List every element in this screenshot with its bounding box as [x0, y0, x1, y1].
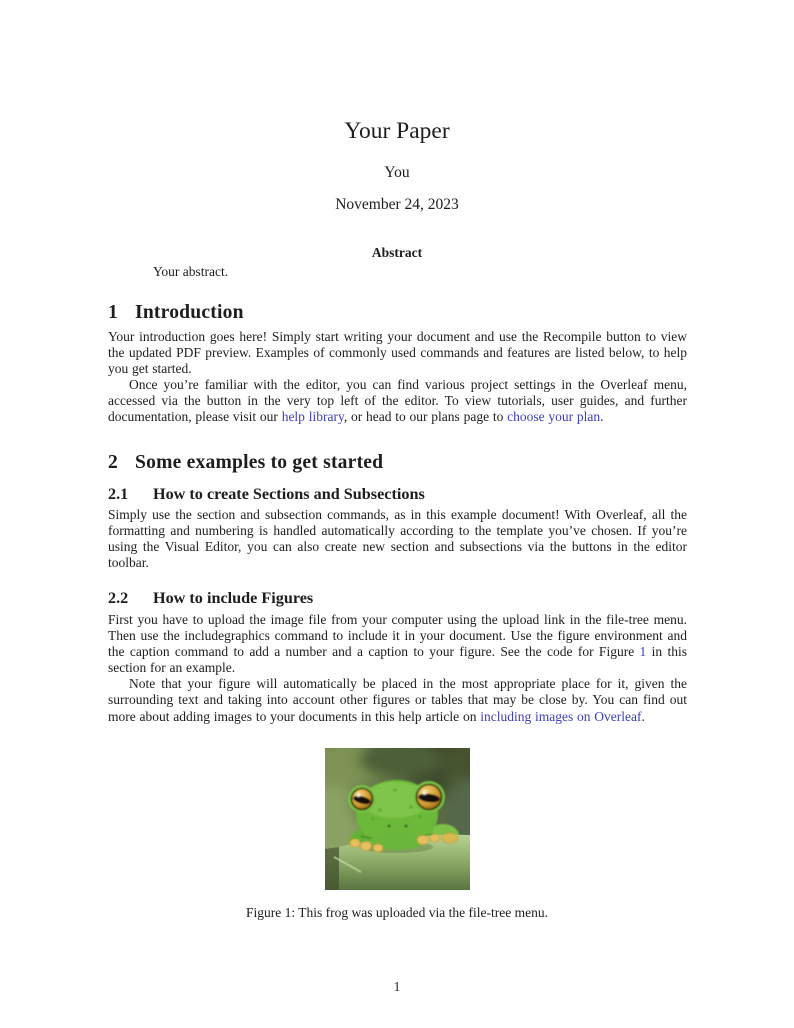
paragraph-text: First you have to upload the image file from your computer using the upload link in the file-tree menu. Then use the includegraphics command to include it in your document. Use the figure environment and the caption command to add a number and a caption to your figure. See the code for Figure — [108, 612, 687, 660]
photo-content — [325, 748, 470, 890]
section-1-heading — [108, 302, 687, 324]
subsection-2-2-body — [108, 612, 687, 725]
subsection-2-2-heading — [108, 589, 687, 608]
figure-1-caption: Figure 1: This frog was uploaded via the file-tree menu. — [246, 905, 548, 920]
choose-your-plan-link[interactable]: choose your plan — [507, 409, 601, 425]
figures-paragraph-2 — [108, 676, 687, 724]
subsection-2-1-title: How to create Sections and Subsections — [153, 485, 425, 503]
section-1-body — [108, 329, 687, 426]
section-2-number: 2 — [108, 452, 118, 473]
help-library-link[interactable]: help library — [281, 409, 344, 425]
paragraph-text: Note that your figure will automatically be placed in the most appropriate place for it, given the surrounding text and taking into account other figures or tables that may be close by. You can find out more about adding images to your documents in this help article on — [108, 676, 687, 724]
figures-paragraph-1 — [108, 612, 687, 676]
including-images-link[interactable]: including images on Overleaf — [480, 708, 642, 724]
subsection-2-1-heading — [108, 485, 687, 504]
sections-paragraph: Simply use the section and subsection commands, as in this example document! With Overleaf, all the formatting and numbering is handled automatically according to the template you’ve chosen. If you’re using the Visual Editor, you can also create new section and subsections via the buttons in the editor toolbar. — [108, 507, 687, 571]
subsection-2-1-body — [108, 507, 687, 571]
figure-1-reference-link[interactable]: 1 — [639, 644, 647, 660]
figure-1 — [0, 748, 794, 895]
abstract-heading: Abstract — [371, 245, 423, 260]
abstract-text: Your abstract. — [153, 264, 229, 279]
intro-paragraph-1: Your introduction goes here! Simply start writing your document and use the Recompile button to view the updated PDF preview. Examples of commonly used commands and features are listed below, to help you get started. — [108, 329, 687, 377]
paragraph-text: . — [641, 708, 645, 724]
paper-author: You — [384, 164, 410, 181]
section-2-title: Some examples to get started — [135, 452, 384, 473]
subsection-2-1-number: 2.1 — [108, 485, 129, 503]
frog-on-branch-photo — [325, 748, 470, 890]
paper-title: Your Paper — [344, 118, 450, 144]
page-number: 1 — [393, 979, 401, 994]
paper-date: November 24, 2023 — [335, 196, 459, 213]
paragraph-text: Once you’re familiar with the editor, you can find various project settings in the Overleaf menu, accessed via the button in the very top left of the editor. To view tutorials, user guides, and further documentation, please visit our — [108, 377, 687, 425]
paragraph-text: in this section for an example. — [108, 644, 687, 676]
section-1-number: 1 — [108, 302, 118, 323]
intro-paragraph-2 — [108, 377, 687, 425]
subsection-2-2-number: 2.2 — [108, 589, 129, 607]
section-1-title: Introduction — [135, 302, 244, 323]
section-2-heading — [108, 452, 687, 474]
paragraph-text: , or head to our plans page to — [343, 409, 508, 425]
paragraph-text: . — [600, 409, 604, 425]
subsection-2-2-title: How to include Figures — [153, 589, 314, 607]
